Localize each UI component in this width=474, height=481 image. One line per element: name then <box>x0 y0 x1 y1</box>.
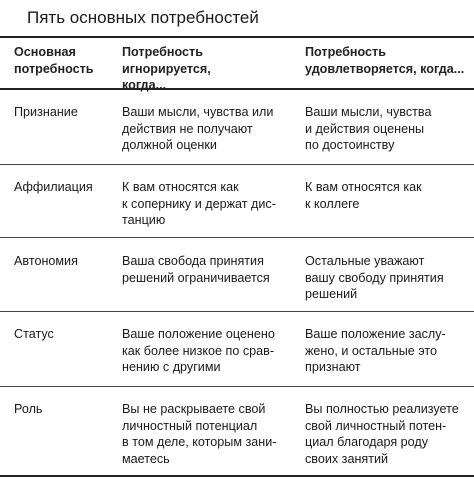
row-satisfied: К вам относятся как к коллеге <box>305 180 422 211</box>
table-title: Пять основных потребностей <box>27 8 259 27</box>
row-ignored: Вы не раскрываете свой личностный потенциал в том деле, которым зани- маетесь <box>122 402 277 466</box>
row-divider <box>0 164 474 165</box>
row-divider <box>0 311 474 312</box>
row-satisfied: Ваши мысли, чувства и действия оценены по достоинству <box>305 105 432 152</box>
row-satisfied: Ваше положение заслу- жено, и остальные это признают <box>305 327 446 374</box>
row-need: Аффилиация <box>14 180 93 194</box>
row-ignored: Ваша свобода принятия решений ограничивается <box>122 254 270 285</box>
row-need: Роль <box>14 402 43 416</box>
row-ignored: Ваши мысли, чувства или действия не получают должной оценки <box>122 105 274 152</box>
row-satisfied: Вы полностью реализуете свой личностный потен- циал благодаря роду своих занятий <box>305 402 459 466</box>
row-satisfied: Остальные уважают вашу свободу принятия решений <box>305 254 444 301</box>
row-divider <box>0 386 474 387</box>
row-need: Статус <box>14 327 54 341</box>
row-need: Автономия <box>14 254 78 268</box>
row-need: Признание <box>14 105 78 119</box>
header-satisfied: Потребность удовлетворяется, когда... <box>305 45 465 76</box>
table-top-rule <box>0 36 474 38</box>
header-bottom-rule <box>0 88 474 90</box>
row-divider <box>0 237 474 238</box>
row-ignored: Ваше положение оценено как более низкое по срав- нению с другими <box>122 327 275 374</box>
row-ignored: К вам относятся как к сопернику и держат дис- танцию <box>122 180 276 227</box>
table-bottom-rule <box>0 475 474 477</box>
header-need: Основная потребность <box>14 45 94 76</box>
header-ignored: Потребность игнорируется, когда... <box>122 45 211 92</box>
